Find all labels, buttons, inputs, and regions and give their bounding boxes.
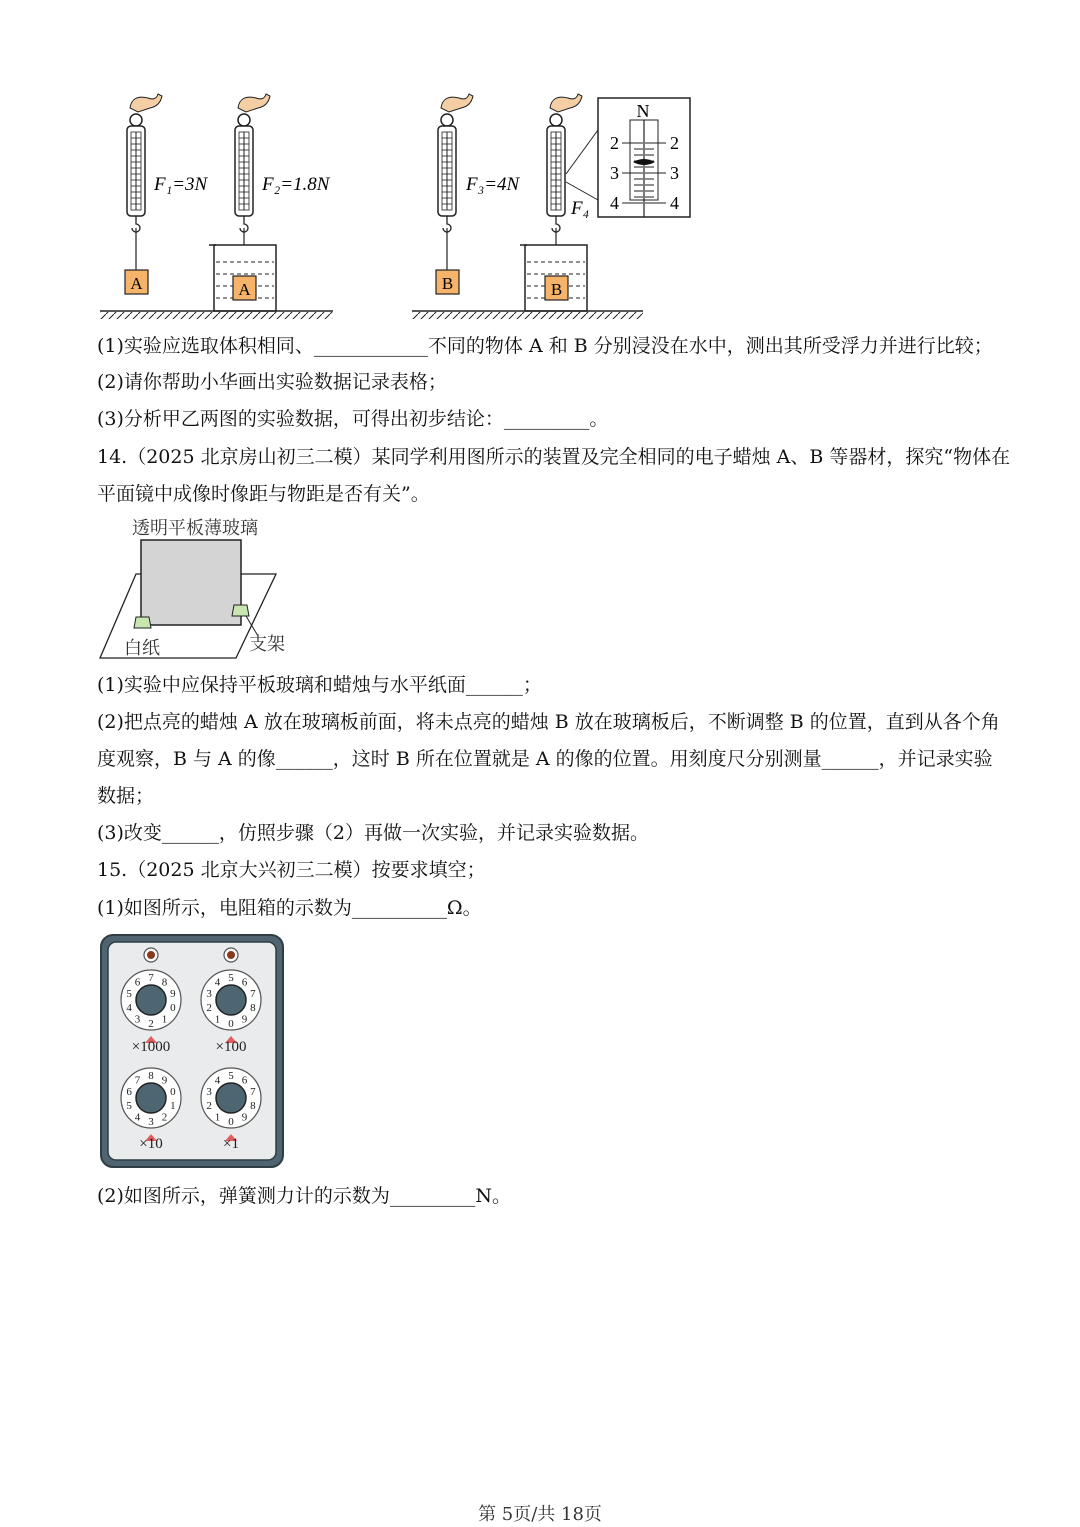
dial-digit: 8 [250,1100,256,1113]
q13-item-1: (1)实验应选取体积相同、____________不同的物体 A 和 B 分别浸没在水中，测出其所受浮力并进行比较； [97,335,993,357]
dial-digit: 3 [206,987,212,1000]
dial-digit: 3 [206,1085,212,1098]
scale-tick-4-left: 4 [610,193,619,213]
q15-item-2: (2)如图所示，弹簧测力计的示数为_________N。 [97,1185,512,1207]
dial-digit: 8 [250,1002,256,1015]
dial-multiplier-label: ×1000 [131,1039,171,1055]
dial-digit: 5 [228,1070,234,1082]
dial-digit: 3 [148,1116,154,1128]
dial-multiplier-label: ×1 [223,1136,239,1152]
dial-knob[interactable] [136,1083,166,1113]
q13-item-2: (2)请你帮助小华画出实验数据记录表格； [97,371,447,393]
dial-digit: 8 [148,1070,154,1082]
dial-digit: 0 [228,1116,234,1128]
page-number: 第 5页/共 18页 [478,1504,602,1525]
dial-digit: 1 [161,1013,168,1026]
dial-knob[interactable] [136,985,166,1015]
buoyancy-figure [90,90,710,325]
dial-digit: 7 [250,1085,256,1098]
dial-digit: 7 [148,972,154,984]
dial-digit: 2 [206,1100,212,1113]
dial-digit: 4 [134,1111,141,1124]
dial-digit: 9 [241,1111,248,1124]
dial-digit: 7 [134,1074,141,1087]
dial-knob[interactable] [216,985,246,1015]
force-f3-label: F₃=4N [466,174,520,195]
q15-item-1: (1)如图所示，电阻箱的示数为__________Ω。 [97,897,482,919]
force-f2-label: F₂=1.8N [262,174,330,195]
dial-digit: 0 [228,1018,234,1030]
dial-digit: 0 [170,1085,176,1098]
dial-digit: 6 [241,1074,248,1087]
q13-item-3: (3)分析甲乙两图的实验数据，可得出初步结论：_________。 [97,408,609,430]
q14-item-3: (3)改变______，仿照步骤（2）再做一次实验，并记录实验数据。 [97,822,650,844]
dial-digit: 2 [161,1111,168,1124]
dial-digit: 1 [214,1111,221,1124]
block-b-label-1: B [441,274,454,293]
scale-unit-n: N [636,101,650,121]
dial-digit: 9 [161,1074,168,1087]
q14-stem-line-1: 14.（2025 北京房山初三二模）某同学利用图所示的装置及完全相同的电子蜡烛 A、B 等器材，探究“物体在 [97,446,1011,468]
scale-tick-3-right: 3 [670,163,679,183]
q14-item-2-line-3: 数据； [97,785,155,807]
dial-knob[interactable] [216,1083,246,1113]
stand-label: 支架 [249,634,285,654]
scale-tick-4-right: 4 [670,193,679,213]
dial-digit: 3 [134,1013,141,1026]
block-a-label-1: A [130,274,143,293]
dial-digit: 2 [206,1002,212,1015]
force-f4-label: F₄ [571,198,590,219]
mirror-figure [96,512,296,664]
q14-item-2-line-2: 度观察，B 与 A 的像______，这时 B 所在位置就是 A 的像的位置。用刻度尺分别测量______，并记录实验 [97,748,993,770]
dial-digit: 0 [170,1002,176,1015]
dial-digit: 1 [170,1100,176,1113]
dial-digit: 4 [126,1002,132,1015]
scale-tick-3-left: 3 [610,163,619,183]
q15-stem: 15.（2025 北京大兴初三二模）按要求填空； [97,859,486,881]
dial-digit: 9 [170,987,176,1000]
dial-multiplier-label: ×100 [215,1039,247,1055]
dial-digit: 5 [126,987,132,1000]
dial-digit: 7 [250,987,256,1000]
dial-digit: 5 [228,972,234,984]
force-f1-label: F₁=3N [154,174,208,195]
dial-digit: 4 [214,1074,221,1087]
dial-digit: 6 [241,976,248,989]
scale-tick-2-right: 2 [670,133,679,153]
dial-digit: 8 [161,976,168,989]
paper-label: 白纸 [124,638,160,658]
dial-digit: 1 [214,1013,221,1026]
glass-label: 透明平板薄玻璃 [132,518,258,538]
dial-digit: 5 [126,1100,132,1113]
block-a-label-2: A [238,280,251,299]
dial-digit: 4 [214,976,221,989]
dial-digit: 2 [148,1018,154,1030]
dial-digit: 6 [134,976,141,989]
resistance-box-figure [99,933,285,1169]
dial-digit: 9 [241,1013,248,1026]
q14-item-1: (1)实验中应保持平板玻璃和蜡烛与水平纸面______； [97,674,542,696]
q14-stem-line-2: 平面镜中成像时像距与物距是否有关”。 [97,483,430,505]
dial-digit: 6 [126,1085,132,1098]
q14-item-2-line-1: (2)把点亮的蜡烛 A 放在玻璃板前面，将未点亮的蜡烛 B 放在玻璃板后，不断调整 B 的位置，直到从各个角 [97,711,1000,733]
scale-tick-2-left: 2 [610,133,619,153]
dial-multiplier-label: ×10 [139,1136,163,1152]
block-b-label-2: B [550,280,563,299]
